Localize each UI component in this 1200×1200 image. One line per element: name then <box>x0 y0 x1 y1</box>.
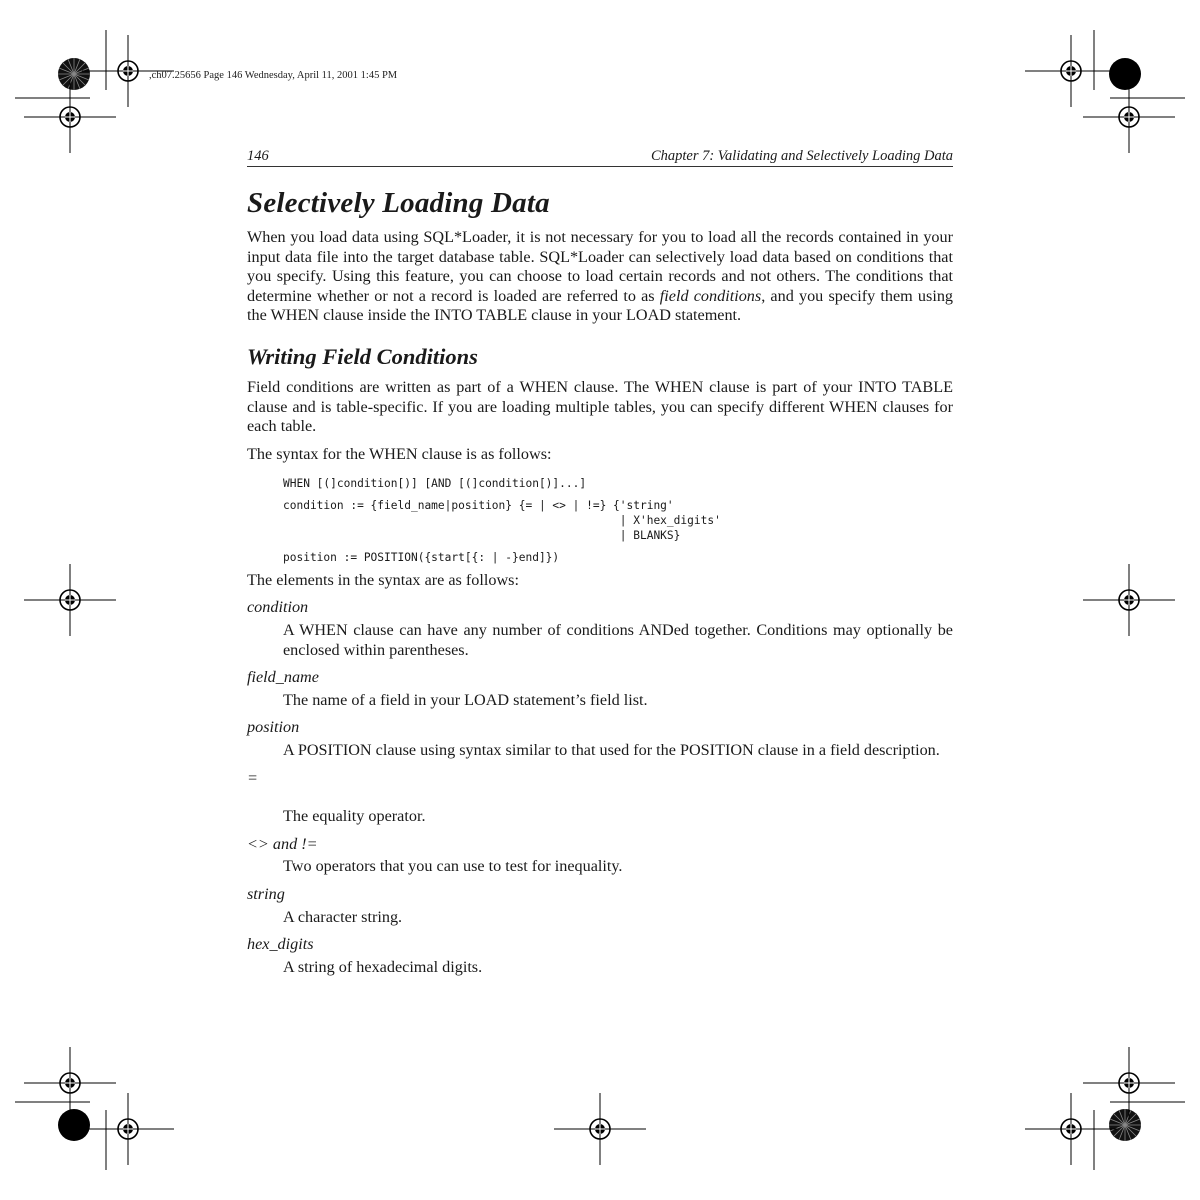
definition-description: The name of a field in your LOAD statement’s field list. <box>283 690 648 709</box>
running-head <box>247 148 953 167</box>
paragraph: Field conditions are written as part of a WHEN clause. The WHEN clause is part of your INTO TABLE clause and is table-specific. If you are loading multiple tables, you can specify different WHEN clauses for each table. <box>247 377 953 436</box>
intro-emphasis: field conditions <box>659 286 762 305</box>
page-number: 146 <box>247 148 269 164</box>
solid-dot-bottom-left-icon <box>58 1109 90 1141</box>
paragraph: The syntax for the WHEN clause is as follows: <box>247 444 552 463</box>
definition-description: A WHEN clause can have any number of conditions ANDed together. Conditions may optionally be enclosed within parentheses. <box>283 621 953 659</box>
chapter-title: Chapter 7: Validating and Selectively Loading Data <box>650 148 953 164</box>
sunburst-mark-bottom-right-icon <box>1109 1109 1141 1141</box>
definition-description: A POSITION clause using syntax similar to that used for the POSITION clause in a field description. <box>283 740 940 759</box>
registration-target-icon <box>554 1093 646 1165</box>
intro-text-end: , and you specify them using the WHEN clause inside the INTO TABLE clause in your LOAD statement. <box>247 286 954 325</box>
registration-target-icon <box>24 1047 116 1119</box>
subsection-title: Writing Field Conditions <box>247 343 478 369</box>
code-position-syntax: position := POSITION({start[{: | -}end]}) <box>283 550 560 564</box>
definition-term: = <box>247 768 258 787</box>
registration-target-icon <box>1083 1047 1175 1119</box>
solid-dot-top-right-icon <box>1109 58 1141 90</box>
definition-term: hex_digits <box>247 935 314 954</box>
intro-text-start: When you load data using SQL*Loader, it is not necessary for you to load all the records contained in your input data file into the target database table. SQL*Loader can selectively load data based on conditions that you specify. Using this feature, you can choose to load certain records and not others. The conditions that determine whether or not a record is loaded are referred to as <box>247 228 953 305</box>
registration-target-icon <box>1025 35 1117 107</box>
definition-term: condition <box>247 598 309 617</box>
registration-target-icon <box>24 564 116 636</box>
definition-description: Two operators that you can use to test for inequality. <box>283 857 623 876</box>
definition-list <box>247 598 953 977</box>
definition-term: field_name <box>247 668 319 687</box>
code-condition-syntax: condition := {field_name|position} {= | <> | !=} {'string' | X'hex_digits' | BLANKS} <box>283 498 721 543</box>
code-when-syntax: WHEN [(]condition[)] [AND [(]condition[)]...] <box>283 477 587 491</box>
registration-target-icon <box>24 81 116 153</box>
definition-term: <> and != <box>247 834 318 853</box>
definition-term: position <box>247 718 300 737</box>
intro-paragraph <box>247 228 953 326</box>
registration-target-icon <box>1083 81 1175 153</box>
definition-description: The equality operator. <box>283 807 426 826</box>
paragraph: The elements in the syntax are as follows: <box>247 570 519 589</box>
registration-target-icon <box>1025 1093 1117 1165</box>
print-slug: ,ch07.25656 Page 146 Wednesday, April 11, 2001 1:45 PM <box>149 70 398 81</box>
registration-target-icon <box>82 1093 174 1165</box>
definition-description: A character string. <box>283 907 403 926</box>
registration-target-icon <box>1083 564 1175 636</box>
sunburst-mark-top-left-icon <box>58 58 90 90</box>
section-title: Selectively Loading Data <box>247 187 550 219</box>
definition-description: A string of hexadecimal digits. <box>283 957 483 976</box>
page-content <box>247 148 953 977</box>
definition-term: string <box>247 884 285 903</box>
